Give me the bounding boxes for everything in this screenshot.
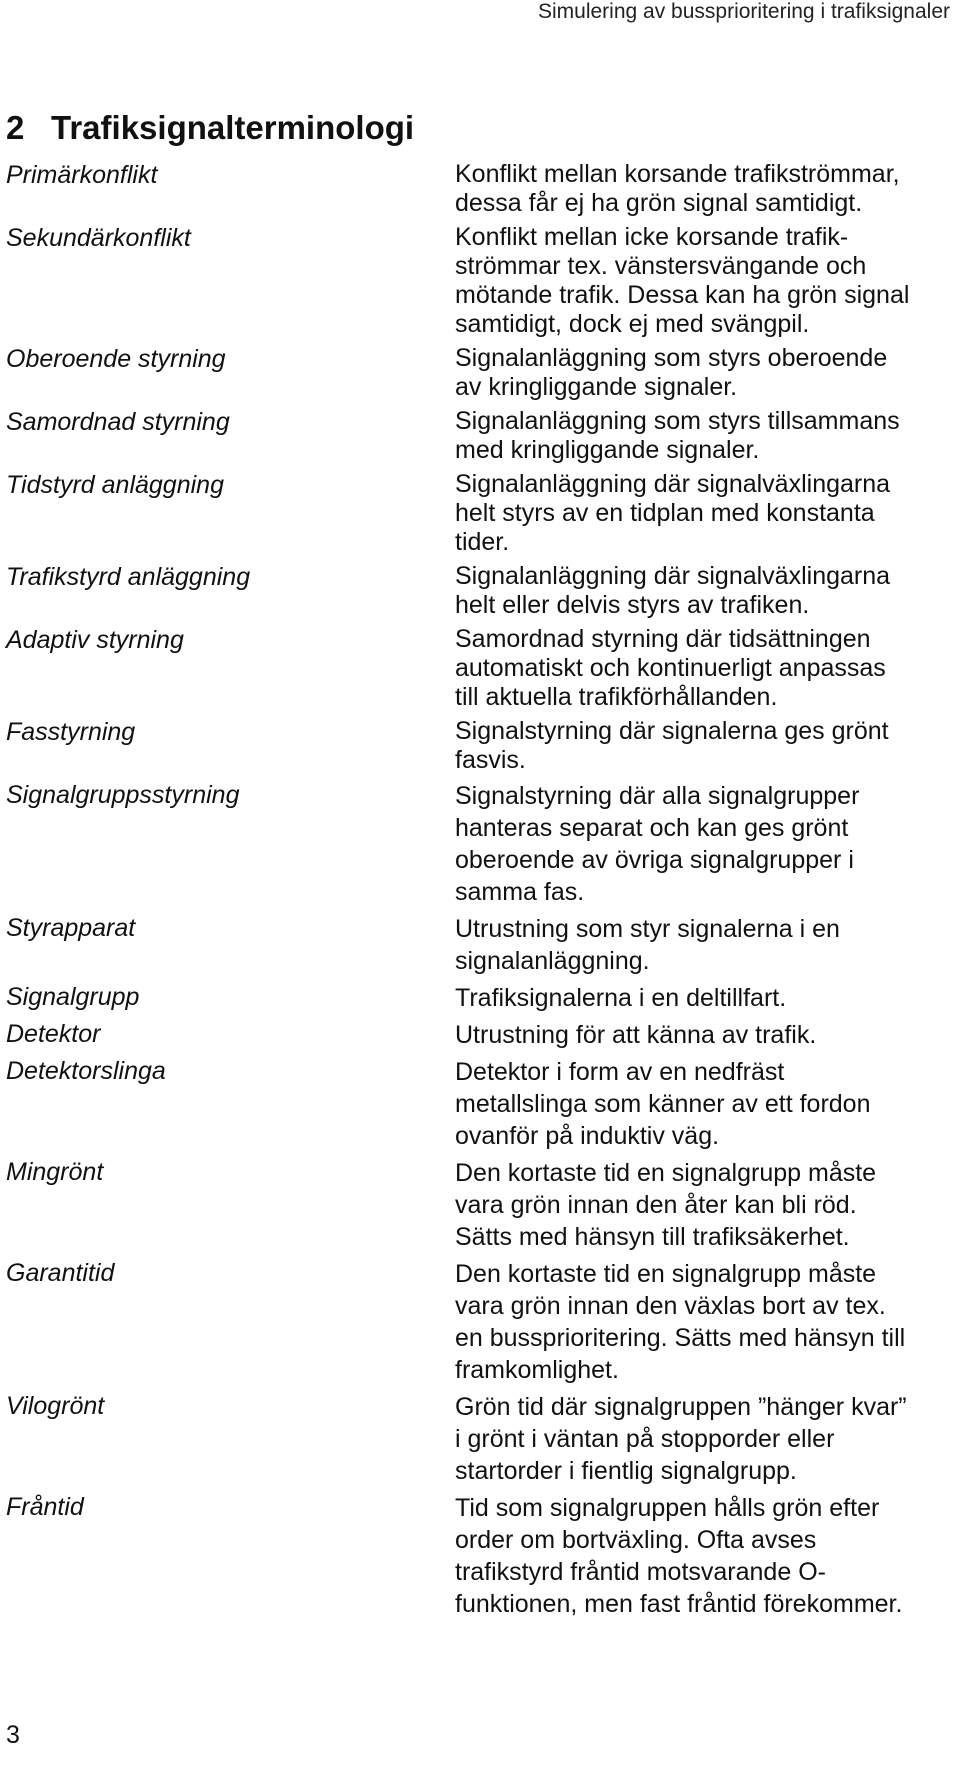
term-row [0,1056,960,1152]
term-name: Oberoende styrning [6,345,226,373]
term-row [0,223,960,339]
section-heading [6,108,414,148]
term-row [0,780,960,908]
term-definition: Signalanläggning där signalväxlingarna helt styrs av en tidplan med konstanta tider. [455,470,891,556]
term-name: Fråntid [6,1493,84,1521]
terminology-list [0,160,960,1625]
term-name: Vilogrönt [6,1392,105,1420]
running-header: Simulering av bussprioritering i trafiksignaler [537,0,950,23]
page-number: 3 [6,1721,20,1749]
term-name: Detektor [6,1020,101,1048]
section-title: Trafiksignalterminologi [51,109,415,146]
term-name: Samordnad styrning [6,408,230,436]
term-row [0,717,960,775]
term-row [0,1157,960,1253]
term-row [0,407,960,465]
term-name: Fasstyrning [6,718,136,746]
term-definition: Den kortaste tid en signalgrupp måste vara grön innan den växlas bort av tex. en bussprioritering. Sätts med hänsyn till framkomlighet. [455,1260,906,1384]
term-definition: Detektor i form av en nedfräst metallslinga som känner av ett fordon ovanför på induktiv väg. [455,1058,871,1150]
term-definition: Samordnad styrning där tidsättningen automatiskt och kontinuerligt anpassas till aktuella trafikförhållanden. [455,625,886,711]
term-name: Detektorslinga [6,1057,166,1085]
term-name: Garantitid [6,1259,115,1287]
term-name: Signalgruppsstyrning [6,781,240,809]
term-row [0,982,960,1014]
term-name: Mingrönt [6,1158,104,1186]
term-row [0,1391,960,1487]
term-definition: Konflikt mellan korsande trafikströmmar, dessa får ej ha grön signal samtidigt. [455,160,900,217]
term-name: Styrapparat [6,914,136,942]
term-definition: Utrustning för att känna av trafik. [455,1021,817,1049]
term-definition: Signalstyrning där alla signalgrupper hanteras separat och kan ges grönt oberoende av övriga signalgrupper i samma fas. [455,782,860,906]
term-name: Adaptiv styrning [6,626,184,654]
term-row [0,1019,960,1051]
term-name: Primärkonflikt [6,161,158,189]
section-number: 2 [6,109,25,146]
term-row [0,160,960,218]
term-definition: Signalanläggning som styrs tillsammans med kringliggande signaler. [455,407,900,464]
term-name: Trafikstyrd anläggning [6,563,251,591]
term-row [0,913,960,977]
term-row [0,1258,960,1386]
term-definition: Konflikt mellan icke korsande trafik- strömmar tex. vänstersvängande och mötande trafik. Dessa kan ha grön signal samtidigt, dock ej med svängpil. [455,223,910,338]
term-row [0,562,960,620]
term-definition: Tid som signalgruppen hålls grön efter order om bortväxling. Ofta avses trafikstyrd fråntid motsvarande O- funktionen, men fast fråntid förekommer. [455,1494,903,1618]
term-row [0,1492,960,1620]
term-definition: Trafiksignalerna i en deltillfart. [455,984,787,1012]
term-definition: Signalanläggning som styrs oberoende av kringliggande signaler. [455,344,888,401]
term-definition: Signalanläggning där signalväxlingarna helt eller delvis styrs av trafiken. [455,562,891,619]
term-name: Sekundärkonflikt [6,224,191,252]
term-definition: Utrustning som styr signalerna i en signalanläggning. [455,915,840,975]
term-row [0,344,960,402]
term-name: Tidstyrd anläggning [6,471,224,499]
term-name: Signalgrupp [6,983,140,1011]
term-row [0,625,960,712]
term-definition: Signalstyrning där signalerna ges grönt fasvis. [455,717,889,774]
term-definition: Den kortaste tid en signalgrupp måste vara grön innan den åter kan bli röd. Sätts med hänsyn till trafiksäkerhet. [455,1159,877,1251]
term-definition: Grön tid där signalgruppen ”hänger kvar” i grönt i väntan på stopporder eller startorder i fientlig signalgrupp. [455,1393,907,1485]
term-row [0,470,960,557]
